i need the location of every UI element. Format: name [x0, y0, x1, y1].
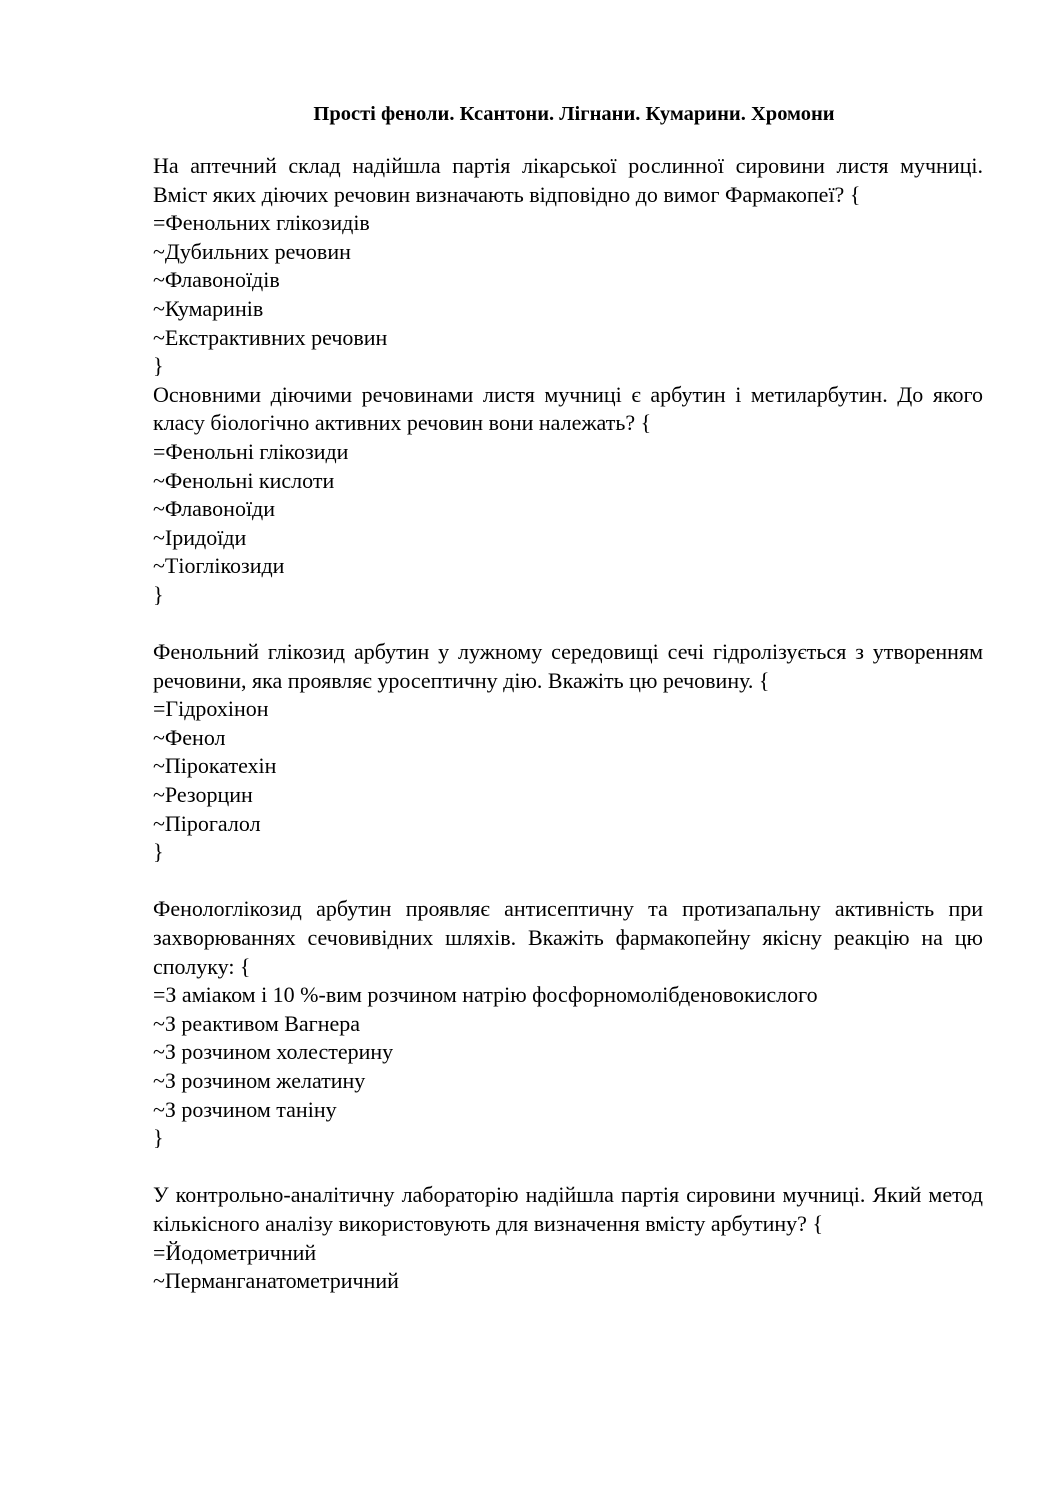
- question-block: [153, 152, 983, 381]
- question-text: Фенольний глікозид арбутин у лужному середовищі сечі гідролізується з утворенням речовини, яка проявляє уросептичну дію. Вкажіть цю речовину. {: [153, 639, 983, 693]
- answer-option: ~Тіоглікозиди: [153, 553, 285, 579]
- answer-correct: =Фенольних глікозидів: [153, 210, 370, 236]
- answer-option: ~Перманганатометричний: [153, 1268, 399, 1294]
- answer-correct: =Фенольні глікозиди: [153, 438, 349, 464]
- answer-option: ~Екстрактивних речовин: [153, 324, 388, 350]
- page-content: [153, 100, 983, 1296]
- answer-option: ~Флавоноїди: [153, 496, 276, 522]
- answer-option: ~З розчином холестерину: [153, 1039, 394, 1065]
- question-block: [153, 638, 983, 867]
- question-block: [153, 1181, 983, 1295]
- answer-option: ~Дубильних речовин: [153, 238, 351, 264]
- answer-option: ~Пірокатехін: [153, 753, 277, 779]
- question-close-brace: }: [153, 581, 164, 607]
- answer-option: ~Фенол: [153, 724, 226, 750]
- answer-option: ~Резорцин: [153, 782, 253, 808]
- answer-option: ~Іридоїди: [153, 524, 247, 550]
- question-close-brace: }: [153, 1125, 164, 1151]
- answer-option: ~З реактивом Вагнера: [153, 1010, 361, 1036]
- blank-line: [153, 867, 983, 896]
- question-close-brace: }: [153, 353, 164, 379]
- answer-option: ~З розчином желатину: [153, 1068, 366, 1093]
- question-block: [153, 381, 983, 610]
- answer-correct: =Гідрохінон: [153, 696, 269, 722]
- answer-option: ~Пірогалол: [153, 810, 261, 836]
- answer-option: ~Кумаринів: [153, 295, 264, 321]
- answer-option: ~Флавоноїдів: [153, 267, 280, 293]
- answer-correct: =Йодометричний: [153, 1239, 317, 1265]
- question-text: У контрольно-аналітичну лабораторію надійшла партія сировини мучниці. Який метод кількісного аналізу використовують для визначення вмісту арбутину? {: [153, 1182, 983, 1236]
- answer-correct: =З аміаком і 10 %-вим розчином натрію фосфорномолібденовокислого: [153, 982, 818, 1008]
- page-title: Прості феноли. Ксантони. Лігнани. Кумарини. Хромони: [313, 103, 835, 125]
- question-text: Основними діючими речовинами листя мучниці є арбутин і метиларбутин. До якого класу біологічно активних речовин вони належать? {: [153, 381, 983, 436]
- question-close-brace: }: [153, 839, 164, 865]
- answer-option: ~З розчином таніну: [153, 1096, 337, 1122]
- blank-line: [153, 1153, 983, 1182]
- answer-option: ~Фенольні кислоти: [153, 467, 335, 493]
- question-text: Фенологлікозид арбутин проявляє антисептичну та протизапальну активність при захворюваннях сечовивідних шляхів. Вкажіть фармакопейну якісну реакцію на цю сполуку: {: [153, 896, 983, 979]
- question-block: [153, 895, 983, 1152]
- question-text: На аптечний склад надійшла партія лікарської рослинної сировини листя мучниці. Вміст яких діючих речовин визначають відповідно до вимог Фармакопеї? {: [153, 153, 983, 207]
- blank-line: [153, 610, 983, 639]
